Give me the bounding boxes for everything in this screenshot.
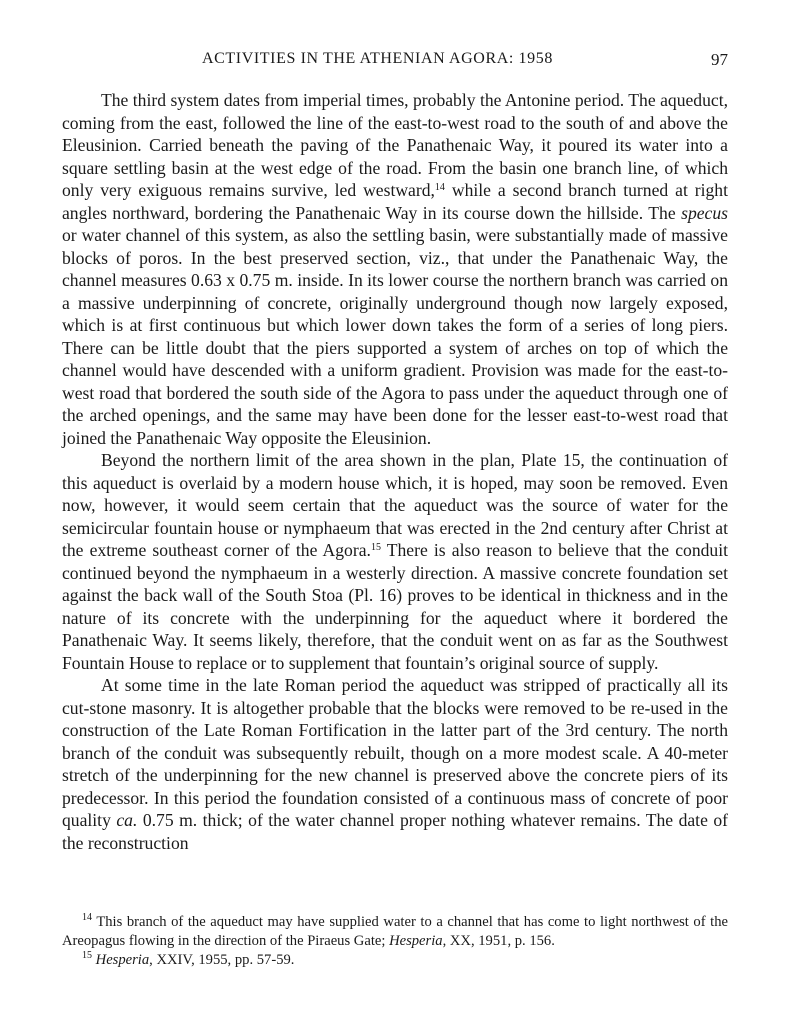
paragraph-3-text-a: At some time in the late Roman period the aqueduct was stripped of practically all its cut-stone masonry. It is altogether probable that the blocks were removed to be re-used in the construction of the Late Roman Fortification in the latter part of the 3rd century. The north branch of the conduit was subsequently rebuilt, though on a more modest scale. A 40-meter stretch of the underpinning for the new channel is preserved above the concrete piers of its predecessor. In this period the foundation consisted of a continuous mass of concrete of poor quality [62, 675, 728, 830]
footnote-ref-15: 15 [370, 542, 381, 553]
footnotes [62, 913, 728, 970]
running-title: ACTIVITIES IN THE ATHENIAN AGORA: 1958 [202, 50, 553, 67]
page-number: 97 [711, 50, 728, 69]
paragraph-3 [62, 674, 728, 854]
paragraph-3-text-b: 0.75 m. thick; of the water channel proper nothing whatever remains. The date of the reconstruction [62, 810, 729, 853]
footnote-15-journal: Hesperia [95, 952, 150, 968]
footnote-14 [62, 913, 728, 951]
paragraph-1-text-c: or water channel of this system, as also the settling basin, were substantially made of massive blocks of poros. In the best preserved section, viz., that under the Panathenaic Way, the channel measures 0.63 x 0.75 m. inside. In its lower course the northern branch was carried on a massive underpinning of concrete, originally underground though now largely exposed, which is at first continuous but which lower down takes the form of a series of long piers. There can be little doubt that the piers supported a system of arches on top of which the channel would have descended with a uniform gradient. Provision was made for the east-to-west road that bordered the south side of the Agora to pass under the aqueduct through one of the arched openings, and the same may have been done for the lesser east-to-west road that joined the Panathenaic Way opposite the Eleusinion. [62, 225, 728, 448]
footnote-marker-15: 15 [82, 950, 92, 961]
footnote-15 [62, 951, 728, 970]
footnote-14-text: This branch of the aqueduct may have supplied water to a channel that has come to light northwest of the Areopagus flowing in the direction of the Piraeus Gate; [62, 914, 728, 949]
footnote-ref-14: 14 [434, 182, 445, 193]
paragraph-2-text-b: There is also reason to believe that the conduit continued beyond the nymphaeum in a westerly direction. A massive concrete foundation set against the back wall of the South Stoa (Pl. 16) proves to be identical in thickness and in the nature of its concrete with the underpinning for the aqueduct where it bordered the Panathenaic Way. It seems likely, therefore, that the conduit went on as far as the Southwest Fountain House to replace or to supplement that fountain’s original source of supply. [62, 540, 728, 673]
paragraph-1 [62, 89, 728, 449]
footnote-14-journal: Hesperia [389, 933, 443, 949]
page-header [62, 50, 728, 74]
paragraph-2-text-a: Beyond the northern limit of the area shown in the plan, Plate 15, the continuation of this aqueduct is overlaid by a modern house which, it is hoped, may soon be removed. Even now, however, it would seem certain that the aqueduct was the source of water for the semicircular fountain house or nymphaeum that was erected in the 2nd century after Christ at the extreme southeast corner of the Agora. [62, 450, 728, 560]
body-text [62, 89, 728, 854]
paragraph-1-text-a: The third system dates from imperial times, probably the Antonine period. The aqueduct, coming from the east, followed the line of the east-to-west road to the south of and above the Eleusinion. Carried beneath the paving of the Panathenaic Way, it poured its water into a square settling basin at the west edge of the road. From the basin one branch line, of which only very exiguous remains survive, led westward, [62, 90, 728, 200]
paragraph-1-text-b: while a second branch turned at right angles northward, bordering the Panathenaic Way in its course down the hillside. The [62, 180, 728, 223]
term-ca: ca. [116, 810, 138, 830]
footnote-15-cite: , XXIV, 1955, pp. 57-59. [149, 952, 295, 968]
term-specus: specus [681, 202, 728, 223]
footnote-marker-14: 14 [82, 912, 92, 923]
footnote-14-cite: , XX, 1951, p. 156. [442, 933, 555, 949]
paragraph-2 [62, 449, 728, 674]
